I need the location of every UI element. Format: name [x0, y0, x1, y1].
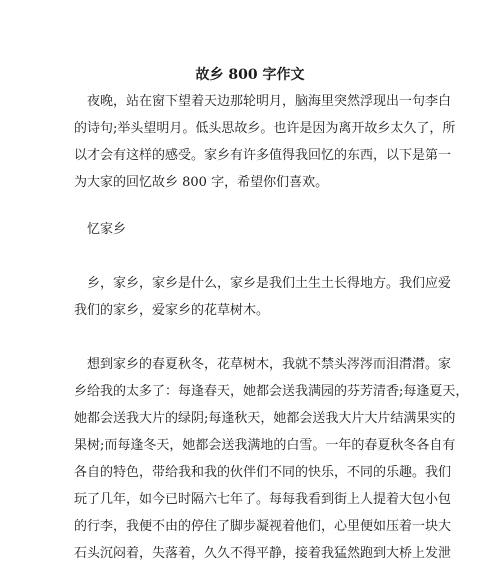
text-line: 以才会有这样的感受。家乡有许多值得我回忆的东西，以下是第一: [74, 148, 452, 163]
text-line: 各自的特色，带给我和我的伙伴们不同的快乐，不同的乐趣。我们: [74, 465, 452, 480]
text-line: 夜晚，站在窗下望着天边那轮明月，脑海里突然浮现出一句李白: [87, 94, 452, 109]
document-title: 故乡 800 字作文: [195, 67, 305, 83]
text-line: 玩了几年，如今已时隔六七年了。每每我看到街上人提着大包小包: [74, 492, 452, 507]
paragraph-intro: [74, 88, 456, 196]
text-line: 想到家乡的春夏秋冬，花草树木，我就不禁头涔涔而泪潸潸。家: [87, 357, 452, 372]
text-line: 的诗句;举头望明月。低头思故乡。也许是因为离开故乡太久了，所: [74, 121, 456, 136]
section-heading: [74, 216, 434, 243]
section-heading-text: 忆家乡: [87, 222, 127, 237]
text-line: 乡给我的太多了：每逢春天，她都会送我满园的芬芳清香;每逢夏天，: [74, 384, 469, 399]
text-line: 石头沉闷着，失落着，久久不得平静，接着我猛然跑到大桥上发泄: [74, 546, 452, 561]
text-line: 的行李，我便不由的停住了脚步凝视着他们，心里便如压着一块大: [74, 519, 452, 534]
text-line: 我们的家乡，爱家乡的花草树木。: [74, 303, 270, 318]
text-line: 果树;而每逢冬天，她都会送我满地的白雪。一年的春夏秋冬各自有: [74, 438, 456, 453]
text-line: 她都会送我大片的绿阴;每逢秋天，她都会送我大片大片结满果实的: [74, 411, 456, 426]
paragraph-seasons: [74, 351, 469, 566]
text-line: 为大家的回忆故乡 800 字，希望你们喜欢。: [74, 175, 329, 190]
text-line: 乡，家乡，家乡是什么，家乡是我们土生土长得地方。我们应爱: [87, 276, 452, 291]
paragraph-what-is-home: [74, 270, 452, 324]
